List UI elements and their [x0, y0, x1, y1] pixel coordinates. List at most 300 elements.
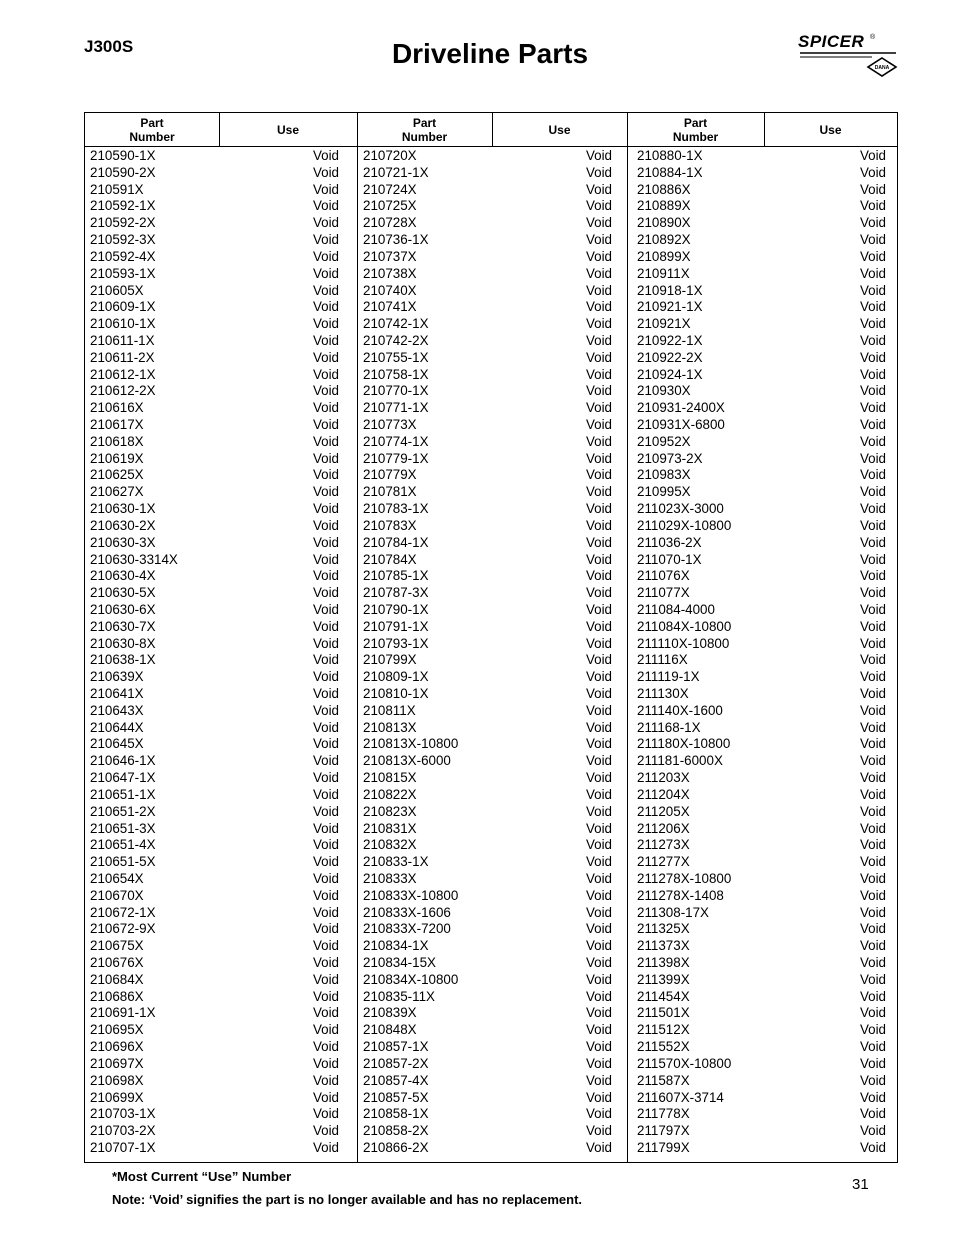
table-row: [363, 484, 612, 501]
table-row: [637, 804, 886, 821]
use-value: Void: [859, 820, 886, 836]
use-value: Void: [312, 736, 339, 752]
use-value: Void: [585, 618, 612, 634]
use-value: Void: [585, 635, 612, 651]
use-value: Void: [312, 837, 339, 853]
use-value: Void: [859, 1106, 886, 1122]
part-number: 210921-1X: [637, 299, 703, 315]
part-number: 210834X-10800: [363, 971, 459, 987]
use-value: Void: [312, 1055, 339, 1071]
use-value: Void: [585, 955, 612, 970]
use-value: Void: [859, 198, 886, 214]
part-number: 210774-1X: [363, 433, 429, 449]
table-row: [363, 333, 612, 350]
table-row: [90, 787, 339, 804]
part-number: 211454X: [637, 988, 690, 1004]
table-row: [637, 989, 886, 1006]
use-value: Void: [585, 215, 612, 231]
table-row: [363, 535, 612, 552]
table-row: [363, 266, 612, 283]
part-number: 210815X: [363, 770, 417, 786]
part-number: 210651-1X: [90, 786, 156, 802]
table-row: [363, 249, 612, 266]
table-row: [637, 720, 886, 737]
header-part-number-2: Part Number: [401, 115, 448, 144]
table-row: [363, 989, 612, 1006]
table-row: [637, 1123, 886, 1140]
use-value: Void: [312, 635, 339, 651]
table-row: [90, 333, 339, 350]
table-row: [637, 552, 886, 569]
part-number: 211273X: [637, 837, 690, 853]
table-row: [363, 871, 612, 888]
table-row: [637, 854, 886, 871]
part-number: 210684X: [90, 971, 144, 987]
part-number: 210676X: [90, 955, 144, 970]
table-row: [90, 989, 339, 1006]
table-row: [90, 854, 339, 871]
use-value: Void: [585, 686, 612, 701]
use-value: Void: [312, 383, 339, 399]
table-row: [363, 854, 612, 871]
table-row: [363, 720, 612, 737]
use-value: Void: [312, 1072, 339, 1088]
table-row: [90, 871, 339, 888]
use-value: Void: [585, 501, 612, 517]
table-row: [363, 921, 612, 938]
part-number: 210605X: [90, 282, 144, 298]
table-row: [90, 972, 339, 989]
use-value: Void: [859, 215, 886, 231]
use-value: Void: [585, 887, 612, 903]
use-value: Void: [859, 736, 886, 752]
part-number: 210886X: [637, 181, 691, 197]
part-number: 210983X: [637, 467, 691, 483]
part-number: 210740X: [363, 282, 417, 298]
part-number: 211084X-10800: [637, 618, 732, 634]
use-value: Void: [859, 467, 886, 483]
table-row: [637, 299, 886, 316]
use-value: Void: [859, 248, 886, 264]
table-row: [90, 585, 339, 602]
use-value: Void: [312, 349, 339, 365]
part-number: 210630-4X: [90, 568, 156, 584]
use-value: Void: [312, 501, 339, 517]
part-number: 210742-1X: [363, 316, 429, 332]
part-number: 210611-1X: [90, 332, 155, 348]
use-value: Void: [312, 652, 339, 668]
use-value: Void: [859, 1139, 886, 1155]
part-number: 210651-2X: [90, 803, 156, 819]
use-value: Void: [585, 1022, 612, 1038]
table-row: [90, 417, 339, 434]
part-number: 210651-4X: [90, 837, 156, 853]
table-row: [363, 451, 612, 468]
use-value: Void: [312, 282, 339, 298]
table-row: [90, 367, 339, 384]
use-value: Void: [312, 517, 339, 533]
part-number: 210811X: [363, 702, 416, 718]
use-value: Void: [585, 332, 612, 348]
part-number: 210610-1X: [90, 316, 156, 332]
part-number: 210834-15X: [363, 955, 436, 970]
use-value: Void: [585, 366, 612, 382]
table-row: [637, 165, 886, 182]
part-number: 210592-3X: [90, 232, 156, 248]
table-row: [363, 501, 612, 518]
use-value: Void: [585, 753, 612, 769]
table-row: [90, 148, 339, 165]
use-value: Void: [859, 719, 886, 735]
table-row: [90, 266, 339, 283]
use-value: Void: [585, 702, 612, 718]
use-value: Void: [312, 719, 339, 735]
part-number: 210670X: [90, 887, 144, 903]
use-value: Void: [312, 1106, 339, 1122]
use-value: Void: [585, 837, 612, 853]
use-value: Void: [585, 770, 612, 786]
use-value: Void: [585, 417, 612, 432]
parts-table: [84, 112, 898, 1163]
table-row: [363, 198, 612, 215]
use-value: Void: [312, 400, 339, 416]
part-number: 211512X: [637, 1022, 690, 1038]
table-row: [363, 1056, 612, 1073]
part-number: 211070-1X: [637, 551, 702, 567]
table-row: [90, 215, 339, 232]
table-row: [363, 215, 612, 232]
use-value: Void: [585, 467, 612, 483]
table-row: [363, 417, 612, 434]
table-row: [637, 484, 886, 501]
part-number: 211168-1X: [637, 719, 701, 735]
use-value: Void: [859, 669, 886, 685]
use-value: Void: [585, 265, 612, 281]
part-number: 210884-1X: [637, 164, 703, 180]
part-number: 210848X: [363, 1022, 417, 1038]
part-number: 210813X-6000: [363, 753, 451, 769]
part-number: 210703-1X: [90, 1106, 156, 1122]
use-value: Void: [859, 181, 886, 197]
use-value: Void: [312, 1039, 339, 1055]
use-value: Void: [859, 366, 886, 382]
table-row: [90, 703, 339, 720]
part-number: 210643X: [90, 702, 144, 718]
part-number: 210952X: [637, 433, 691, 449]
table-row: [637, 585, 886, 602]
use-value: Void: [859, 803, 886, 819]
part-number: 210781X: [363, 484, 417, 500]
use-value: Void: [585, 484, 612, 500]
use-value: Void: [312, 299, 339, 315]
table-row: [363, 383, 612, 400]
use-value: Void: [312, 1089, 339, 1105]
part-number: 210930X: [637, 383, 691, 399]
part-number: 210742-2X: [363, 332, 429, 348]
part-number: 210911X: [637, 265, 690, 281]
use-value: Void: [312, 904, 339, 920]
part-number: 210625X: [90, 467, 144, 483]
table-row: [363, 585, 612, 602]
part-number: 210922-1X: [637, 332, 703, 348]
use-value: Void: [859, 349, 886, 365]
table-row: [90, 299, 339, 316]
use-value: Void: [859, 1022, 886, 1038]
table-row: [90, 837, 339, 854]
use-value: Void: [585, 517, 612, 533]
table-row: [637, 1073, 886, 1090]
use-value: Void: [859, 887, 886, 903]
part-number: 210651-3X: [90, 820, 156, 836]
part-number: 210630-3X: [90, 534, 156, 550]
table-row: [363, 636, 612, 653]
part-number: 210654X: [90, 870, 144, 886]
use-value: Void: [585, 719, 612, 735]
table-row: [363, 1090, 612, 1107]
table-row: [637, 686, 886, 703]
part-number: 210736-1X: [363, 232, 429, 248]
part-number: 210618X: [90, 433, 144, 449]
use-value: Void: [312, 534, 339, 550]
part-number: 210616X: [90, 400, 144, 416]
part-number: 210787-3X: [363, 585, 429, 601]
table-row: [90, 938, 339, 955]
use-value: Void: [585, 248, 612, 264]
table-row: [637, 182, 886, 199]
part-number: 210924-1X: [637, 366, 703, 382]
part-number: 210703-2X: [90, 1123, 156, 1139]
table-row: [90, 736, 339, 753]
part-number: 211076X: [637, 568, 690, 584]
table-row: [637, 568, 886, 585]
current-use-note: *Most Current “Use” Number: [112, 1169, 292, 1184]
table-row: [363, 568, 612, 585]
table-row: [637, 232, 886, 249]
brand-mark: ®: [870, 34, 876, 41]
part-number: 211036-2X: [637, 534, 702, 550]
part-number: 211778X: [637, 1106, 690, 1122]
use-value: Void: [312, 248, 339, 264]
table-row: [637, 215, 886, 232]
part-number: 211399X: [637, 971, 690, 987]
part-number: 211206X: [637, 820, 690, 836]
part-number: 210630-8X: [90, 635, 156, 651]
part-number: 211110X-10800: [637, 635, 730, 651]
table-row: [637, 938, 886, 955]
column-divider: [357, 113, 358, 1162]
use-value: Void: [859, 148, 886, 163]
table-row: [637, 383, 886, 400]
use-value: Void: [312, 433, 339, 449]
part-number: 210698X: [90, 1072, 144, 1088]
table-row: [363, 350, 612, 367]
table-row: [637, 198, 886, 215]
part-number: 210858-1X: [363, 1106, 429, 1122]
part-number: 210857-5X: [363, 1089, 429, 1105]
part-column-3: [637, 148, 886, 1157]
part-number: 211204X: [637, 786, 690, 802]
use-value: Void: [585, 1123, 612, 1139]
header-divider: [764, 113, 765, 146]
part-number: 210672-9X: [90, 921, 156, 937]
part-number: 211570X-10800: [637, 1055, 732, 1071]
table-row: [637, 518, 886, 535]
use-value: Void: [585, 669, 612, 685]
use-value: Void: [312, 450, 339, 466]
part-number: 210627X: [90, 484, 144, 500]
part-number: 210973-2X: [637, 450, 703, 466]
part-number: 210995X: [637, 484, 691, 500]
table-row: [363, 1005, 612, 1022]
table-row: [363, 552, 612, 569]
part-number: 210755-1X: [363, 349, 429, 365]
use-value: Void: [585, 988, 612, 1004]
table-row: [90, 821, 339, 838]
part-number: 210644X: [90, 719, 144, 735]
use-value: Void: [585, 601, 612, 617]
use-value: Void: [312, 854, 339, 870]
table-row: [363, 434, 612, 451]
part-number: 210630-6X: [90, 601, 156, 617]
use-value: Void: [585, 1139, 612, 1155]
table-row: [90, 1106, 339, 1123]
table-row: [363, 232, 612, 249]
part-number: 210737X: [363, 248, 417, 264]
part-number: 211077X: [637, 585, 690, 601]
part-number: 210630-7X: [90, 618, 156, 634]
table-row: [90, 249, 339, 266]
part-number: 210810-1X: [363, 686, 429, 701]
table-row: [637, 837, 886, 854]
part-number: 210724X: [363, 181, 417, 197]
table-row: [90, 568, 339, 585]
use-value: Void: [585, 534, 612, 550]
table-row: [637, 1039, 886, 1056]
use-value: Void: [859, 1055, 886, 1071]
part-number: 210738X: [363, 265, 417, 281]
use-value: Void: [585, 316, 612, 332]
part-number: 210592-2X: [90, 215, 156, 231]
use-value: Void: [585, 921, 612, 937]
use-value: Void: [859, 164, 886, 180]
table-row: [363, 770, 612, 787]
table-row: [637, 703, 886, 720]
use-value: Void: [859, 585, 886, 601]
part-number: 210779X: [363, 467, 417, 483]
part-number: 210675X: [90, 938, 144, 954]
use-value: Void: [859, 601, 886, 617]
table-row: [637, 350, 886, 367]
table-row: [637, 602, 886, 619]
use-value: Void: [585, 164, 612, 180]
use-value: Void: [312, 887, 339, 903]
part-number: 210592-4X: [90, 248, 156, 264]
part-number: 210770-1X: [363, 383, 429, 399]
table-row: [363, 165, 612, 182]
table-row: [90, 955, 339, 972]
table-row: [90, 770, 339, 787]
table-row: [363, 467, 612, 484]
part-number: 211373X: [637, 938, 690, 954]
table-row: [90, 434, 339, 451]
table-row: [637, 1005, 886, 1022]
void-note: Note: ‘Void’ signifies the part is no longer available and has no replacement.: [112, 1192, 583, 1207]
use-value: Void: [312, 753, 339, 769]
header-use-2: Use: [548, 122, 571, 137]
use-value: Void: [585, 736, 612, 752]
use-value: Void: [859, 484, 886, 500]
use-value: Void: [859, 316, 886, 332]
table-row: [90, 182, 339, 199]
part-number: 210593-1X: [90, 265, 156, 281]
column-divider: [627, 113, 628, 1162]
use-value: Void: [859, 854, 886, 870]
part-number: 211799X: [637, 1139, 690, 1155]
table-row: [637, 333, 886, 350]
table-row: [90, 619, 339, 636]
table-row: [637, 921, 886, 938]
part-column-1: [90, 148, 339, 1157]
part-number: 210695X: [90, 1022, 144, 1038]
table-row: [90, 1140, 339, 1157]
part-number: 210647-1X: [90, 770, 156, 786]
part-number: 210791-1X: [363, 618, 429, 634]
part-number: 210783X: [363, 517, 417, 533]
use-value: Void: [585, 568, 612, 584]
table-row: [90, 669, 339, 686]
table-row: [90, 518, 339, 535]
use-value: Void: [585, 1055, 612, 1071]
use-value: Void: [585, 1106, 612, 1122]
table-row: [363, 955, 612, 972]
use-value: Void: [585, 299, 612, 315]
table-row: [90, 383, 339, 400]
table-row: [637, 669, 886, 686]
table-row: [90, 652, 339, 669]
table-row: [90, 1090, 339, 1107]
use-value: Void: [859, 517, 886, 533]
part-number: 210833X-7200: [363, 921, 451, 937]
table-row: [90, 232, 339, 249]
part-number: 211607X-3714: [637, 1089, 724, 1105]
part-number: 210619X: [90, 450, 144, 466]
use-value: Void: [312, 417, 339, 432]
part-number: 210591X: [90, 181, 144, 197]
table-row: [90, 905, 339, 922]
table-row: [637, 367, 886, 384]
part-number: 210892X: [637, 232, 691, 248]
part-number: 210630-1X: [90, 501, 156, 517]
table-row: [90, 602, 339, 619]
table-row: [637, 753, 886, 770]
use-value: Void: [312, 686, 339, 701]
use-value: Void: [312, 770, 339, 786]
page-title: Driveline Parts: [391, 38, 589, 69]
header-divider: [219, 113, 220, 146]
use-value: Void: [859, 1005, 886, 1021]
use-value: Void: [585, 1039, 612, 1055]
use-value: Void: [585, 232, 612, 248]
table-row: [637, 1140, 886, 1157]
header-part-number-1: Part Number: [129, 115, 175, 144]
table-row: [637, 787, 886, 804]
table-row: [637, 821, 886, 838]
part-number: 210785-1X: [363, 568, 429, 584]
part-number: 210758-1X: [363, 366, 429, 382]
use-value: Void: [859, 551, 886, 567]
part-number: 210686X: [90, 988, 144, 1004]
table-row: [363, 905, 612, 922]
